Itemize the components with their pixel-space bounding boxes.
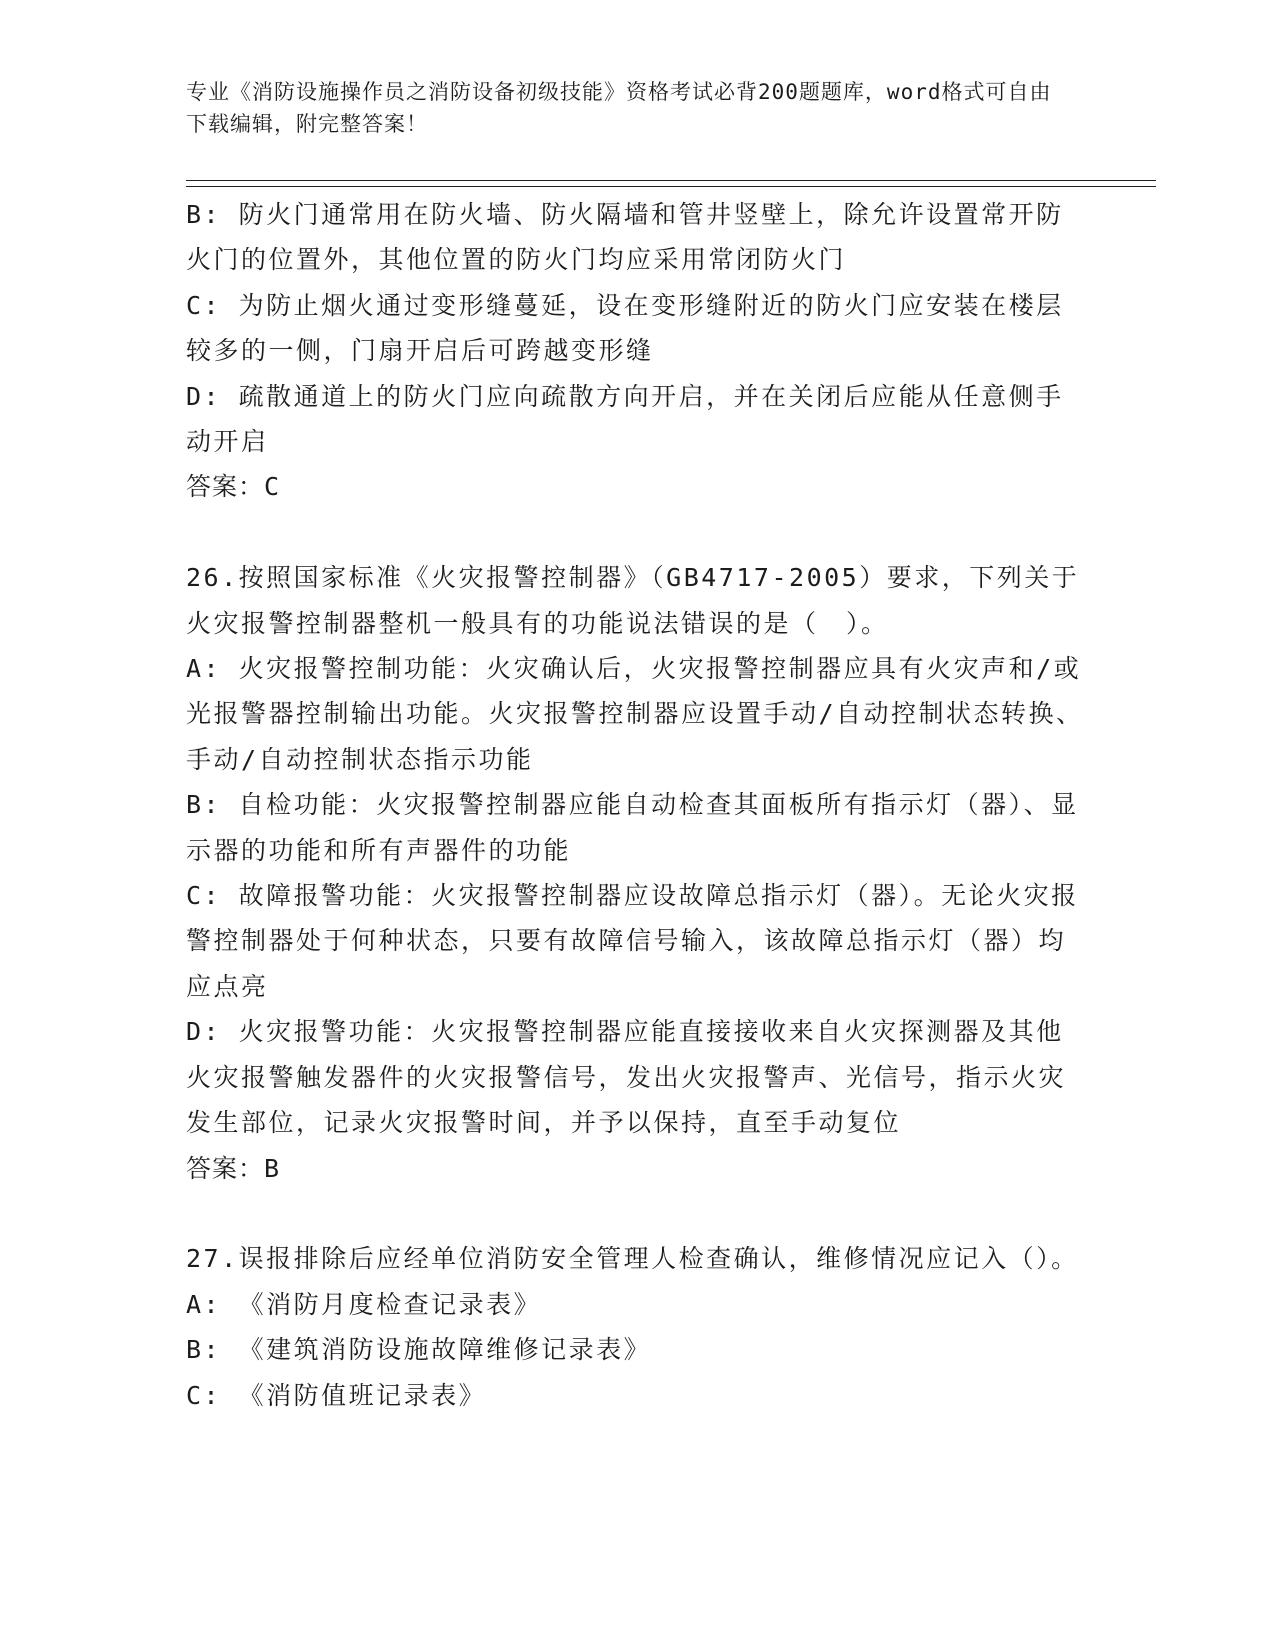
spacer [186, 510, 1086, 555]
q25-option-b: B: 防火门通常用在防火墙、防火隔墙和管井竖壁上，除允许设置常开防火门的位置外，其他位置的防火门均应采用常闭防火门 [186, 200, 1064, 275]
q27-option-b: B: 《建筑消防设施故障维修记录表》 [186, 1335, 652, 1365]
q27-option-c: C: 《消防值班记录表》 [186, 1380, 487, 1410]
q25-option-d: D: 疏散通道上的防火门应向疏散方向开启，并在关闭后应能从任意侧手动开启 [186, 381, 1064, 457]
q26-option-c: C: 故障报警功能：火灾报警控制器应设故障总指示灯（器）。无论火灾报警控制器处于何种状态，只要有故障信号输入，该故障总指示灯（器）均应点亮 [186, 881, 1079, 1001]
q27-option-a: A: 《消防月度检查记录表》 [186, 1289, 542, 1319]
q25-answer: 答案：C [186, 472, 281, 502]
q27-question: 27.误报排除后应经单位消防安全管理人检查确认，维修情况应记入（）。 [186, 1244, 1079, 1274]
q25-option-c: C: 为防止烟火通过变形缝蔓延，设在变形缝附近的防火门应安装在楼层较多的一侧，门扇开启后可跨越变形缝 [186, 290, 1064, 366]
document-header: 专业《消防设施操作员之消防设备初级技能》资格考试必背200题题库，word格式可自由下载编辑，附完整答案！ [186, 80, 1052, 136]
q26-question: 26.按照国家标准《火灾报警控制器》（GB4717-2005）要求，下列关于火灾报警控制器整机一般具有的功能说法错误的是（ ）。 [186, 563, 1080, 638]
document-body [186, 192, 1086, 1418]
q26-option-d: D: 火灾报警功能：火灾报警控制器应能直接接收来自火灾探测器及其他火灾报警触发器件的火灾报警信号，发出火灾报警声、光信号，指示火灾发生部位，记录火灾报警时间，并予以保持，直至手动复位 [186, 1017, 1067, 1138]
header-divider-bottom [186, 186, 1156, 187]
q26-option-b: B: 自检功能：火灾报警控制器应能自动检查其面板所有指示灯（器）、显示器的功能和所有声器件的功能 [186, 790, 1079, 865]
q26-answer: 答案：B [186, 1153, 281, 1183]
header-divider-top [186, 180, 1156, 181]
spacer [186, 1191, 1086, 1236]
q26-option-a: A: 火灾报警控制功能：火灾确认后，火灾报警控制器应具有火灾声和/或光报警器控制输出功能。火灾报警控制器应设置手动/自动控制状态转换、手动/自动控制状态指示功能 [186, 654, 1084, 774]
